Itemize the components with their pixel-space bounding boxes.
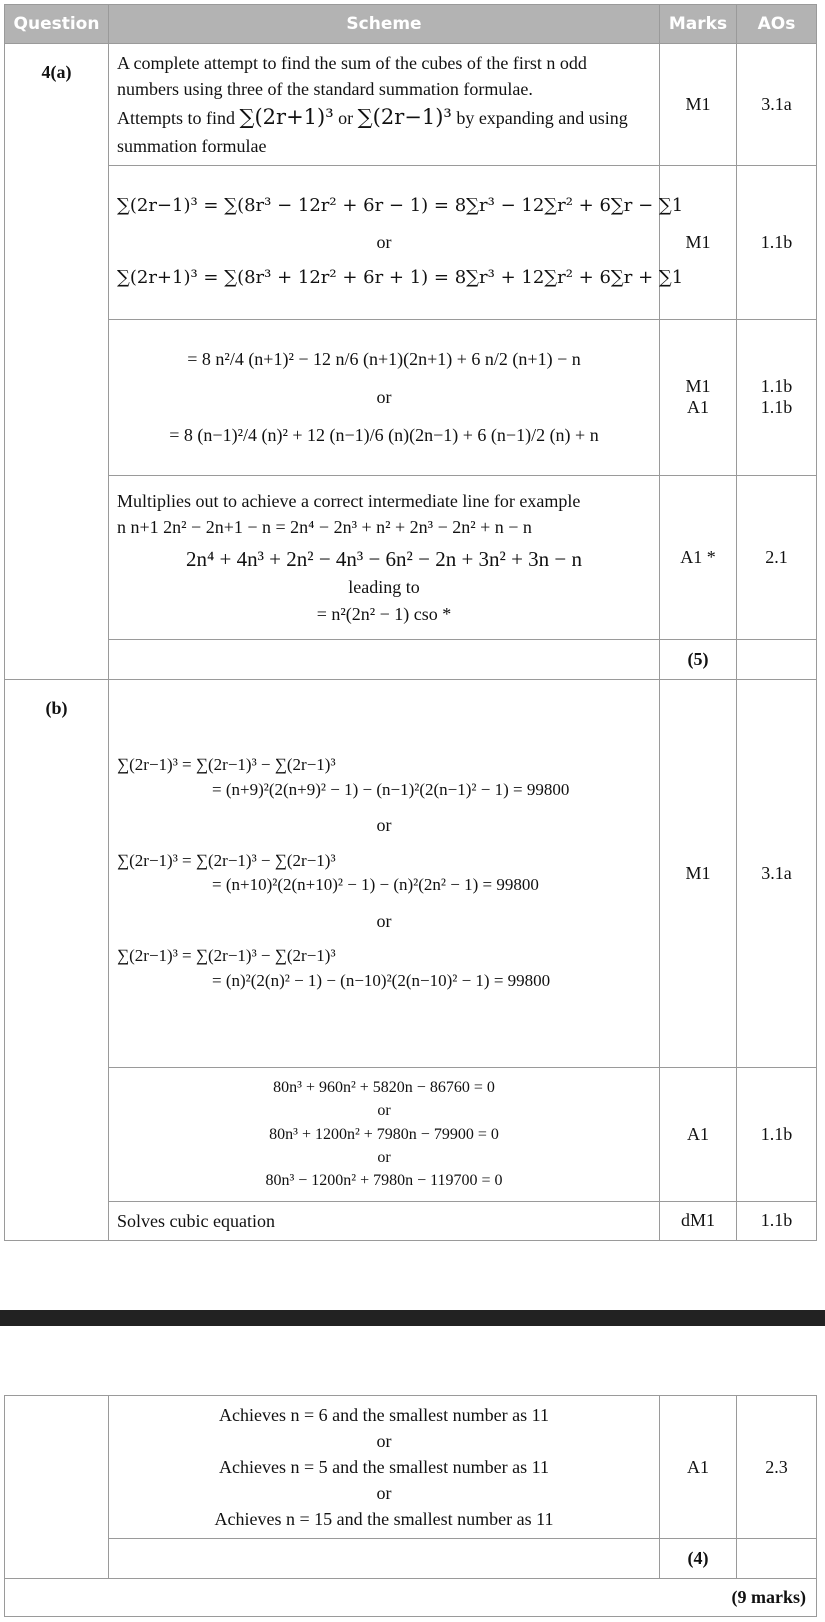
mark-cell: A1 <box>660 1396 737 1539</box>
mark-cell: A1 * <box>660 475 737 639</box>
math-expression: = n²(2n² − 1) cso * <box>316 603 452 624</box>
scheme-text: A complete attempt to find the sum of the cubes of the first n odd numbers using three of the standard summation formulae. <box>117 53 587 100</box>
mark-cell: M1 A1 <box>660 319 737 475</box>
page-divider <box>0 1310 825 1326</box>
header-aos: AOs <box>737 5 817 44</box>
header-row <box>5 5 817 44</box>
question-label-4a: 4(a) <box>5 44 109 680</box>
scheme-text: Multiplies out to achieve a correct intermediate line for example <box>117 490 581 511</box>
math-expression: = 8 n²/4 (n+1)² − 12 n/6 (n+1)(2n+1) + 6 n/2 (n+1) − n <box>187 349 581 370</box>
scheme-cell <box>109 44 660 166</box>
mark-cell: dM1 <box>660 1201 737 1240</box>
table-row <box>5 165 817 319</box>
math-expression: n n+1 2n² − 2n+1 − n = 2n⁴ − 2n³ + n² + 2n³ − 2n² + n − n <box>117 516 532 537</box>
mark-cell: M1 <box>660 165 737 319</box>
question-label-4b: (b) <box>5 679 109 1240</box>
grand-total: (9 marks) <box>5 1579 817 1617</box>
ao-cell: 3.1a <box>737 44 817 166</box>
scheme-cell: 80n³ + 960n² + 5820n − 86760 = 0 or 80n³ + 1200n² + 7980n − 79900 = 0 or 80n³ − 1200n² + 7980n − 119700 = 0 <box>109 1067 660 1201</box>
math-expression: = (n)²(2(n)² − 1) − (n−10)²(2(n−10)² − 1) = 99800 <box>212 970 551 990</box>
table-row <box>5 1067 817 1201</box>
mark-scheme-table-continued <box>4 1395 817 1617</box>
scheme-cell: Multiplies out to achieve a correct intermediate line for example n n+1 2n² − 2n+1 − n = 2n⁴ − 2n³ + n² + 2n³ − 2n² + n − n 2n⁴ + 4n³ + 2n² − 4n³ − 6n² − 2n + 3n² + 3n − n leading to = n²(2n² − 1) cso * <box>109 475 660 639</box>
mark-scheme-table <box>4 4 817 1241</box>
mark-cell: M1 <box>660 679 737 1067</box>
math-expression: 80n³ − 1200n² + 7980n − 119700 = 0 <box>265 1172 503 1189</box>
scheme-cell: ∑(2r−1)³ = ∑(8r³ − 12r² + 6r − 1) = 8∑r³ − 12∑r² + 6∑r − ∑1 or ∑(2r+1)³ = ∑(8r³ + 12r² + 6r + 1) = 8∑r³ + 12∑r² + 6∑r + ∑1 <box>109 165 660 319</box>
math-expression: ∑(2r−1)³ = ∑(2r−1)³ − ∑(2r−1)³ <box>117 755 336 775</box>
math-expression: = 8 (n−1)²/4 (n)² + 12 (n−1)/6 (n)(2n−1) + 6 (n−1)/2 (n) + n <box>169 425 599 446</box>
math-expression: 2n⁴ + 4n³ + 2n² − 4n³ − 6n² − 2n + 3n² + 3n − n <box>185 547 583 571</box>
scheme-text: Attempts to find ∑(2r+1)³ or ∑(2r−1)³ by expanding and using summation formulae <box>117 105 628 156</box>
math-expression: 80n³ + 960n² + 5820n − 86760 = 0 <box>273 1079 495 1097</box>
header-question: Question <box>5 5 109 44</box>
mark-cell: A1 <box>660 1067 737 1201</box>
math-expression: ∑(2r+1)³ <box>239 105 334 130</box>
scheme-cell: = 8 n²/4 (n+1)² − 12 n/6 (n+1)(2n+1) + 6 n/2 (n+1) − n or = 8 (n−1)²/4 (n)² + 12 (n−1)/6 (n)(2n−1) + 6 (n−1)/2 (n) + n <box>109 319 660 475</box>
table-row <box>5 1201 817 1240</box>
math-expression: ∑(2r+1)³ = ∑(8r³ + 12r² + 6r + 1) = 8∑r³ + 12∑r² + 6∑r + ∑1 <box>117 267 684 289</box>
scheme-cell: ∑(2r−1)³ = ∑(2r−1)³ − ∑(2r−1)³ = (n+9)²(2(n+9)² − 1) − (n−1)²(2(n−1)² − 1) = 99800 or ∑(2r−1)³ = ∑(2r−1)³ − ∑(2r−1)³ = (n+10)²(2(n+10)² − 1) − (n)²(2n² − 1) = 99800 or ∑(2r−1)³ = ∑(2r−1)³ − ∑(2r−1)³ = (n)²(2(n)² − 1) − (n−10)²(2(n−10)² − 1) = 99800 <box>109 679 660 1067</box>
math-expression: ∑(2r−1)³ = ∑(2r−1)³ − ∑(2r−1)³ <box>117 850 336 870</box>
table-row <box>5 679 817 1067</box>
math-expression: ∑(2r−1)³ <box>357 105 452 130</box>
ao-cell: 2.3 <box>737 1396 817 1539</box>
table-row <box>5 1539 817 1579</box>
math-expression: = (n+9)²(2(n+9)² − 1) − (n−1)²(2(n−1)² − 1) = 99800 <box>212 779 570 799</box>
math-expression: ∑(2r−1)³ = ∑(2r−1)³ − ∑(2r−1)³ <box>117 945 336 965</box>
table-row <box>5 639 817 679</box>
table-row <box>5 475 817 639</box>
scheme-cell: Achieves n = 6 and the smallest number as 11 or Achieves n = 5 and the smallest number as 11 or Achieves n = 15 and the smallest number as 11 <box>109 1396 660 1539</box>
ao-cell: 1.1b <box>737 165 817 319</box>
part-total: (4) <box>660 1539 737 1579</box>
mark-cell: M1 <box>660 44 737 166</box>
math-expression: ∑(2r−1)³ = ∑(8r³ − 12r² + 6r − 1) = 8∑r³ − 12∑r² + 6∑r − ∑1 <box>117 195 684 217</box>
ao-cell: 1.1b <box>737 1067 817 1201</box>
header-marks: Marks <box>660 5 737 44</box>
ao-cell: 3.1a <box>737 679 817 1067</box>
table-row <box>5 1396 817 1539</box>
math-expression: 80n³ + 1200n² + 7980n − 79900 = 0 <box>269 1125 499 1143</box>
part-total: (5) <box>660 639 737 679</box>
table-row <box>5 319 817 475</box>
ao-cell: 1.1b <box>737 1201 817 1240</box>
ao-cell: 2.1 <box>737 475 817 639</box>
scheme-cell: Solves cubic equation <box>109 1201 660 1240</box>
header-scheme: Scheme <box>109 5 660 44</box>
table-row <box>5 1579 817 1617</box>
math-expression: = (n+10)²(2(n+10)² − 1) − (n)²(2n² − 1) = 99800 <box>212 875 539 895</box>
ao-cell: 1.1b 1.1b <box>737 319 817 475</box>
table-row <box>5 44 817 166</box>
